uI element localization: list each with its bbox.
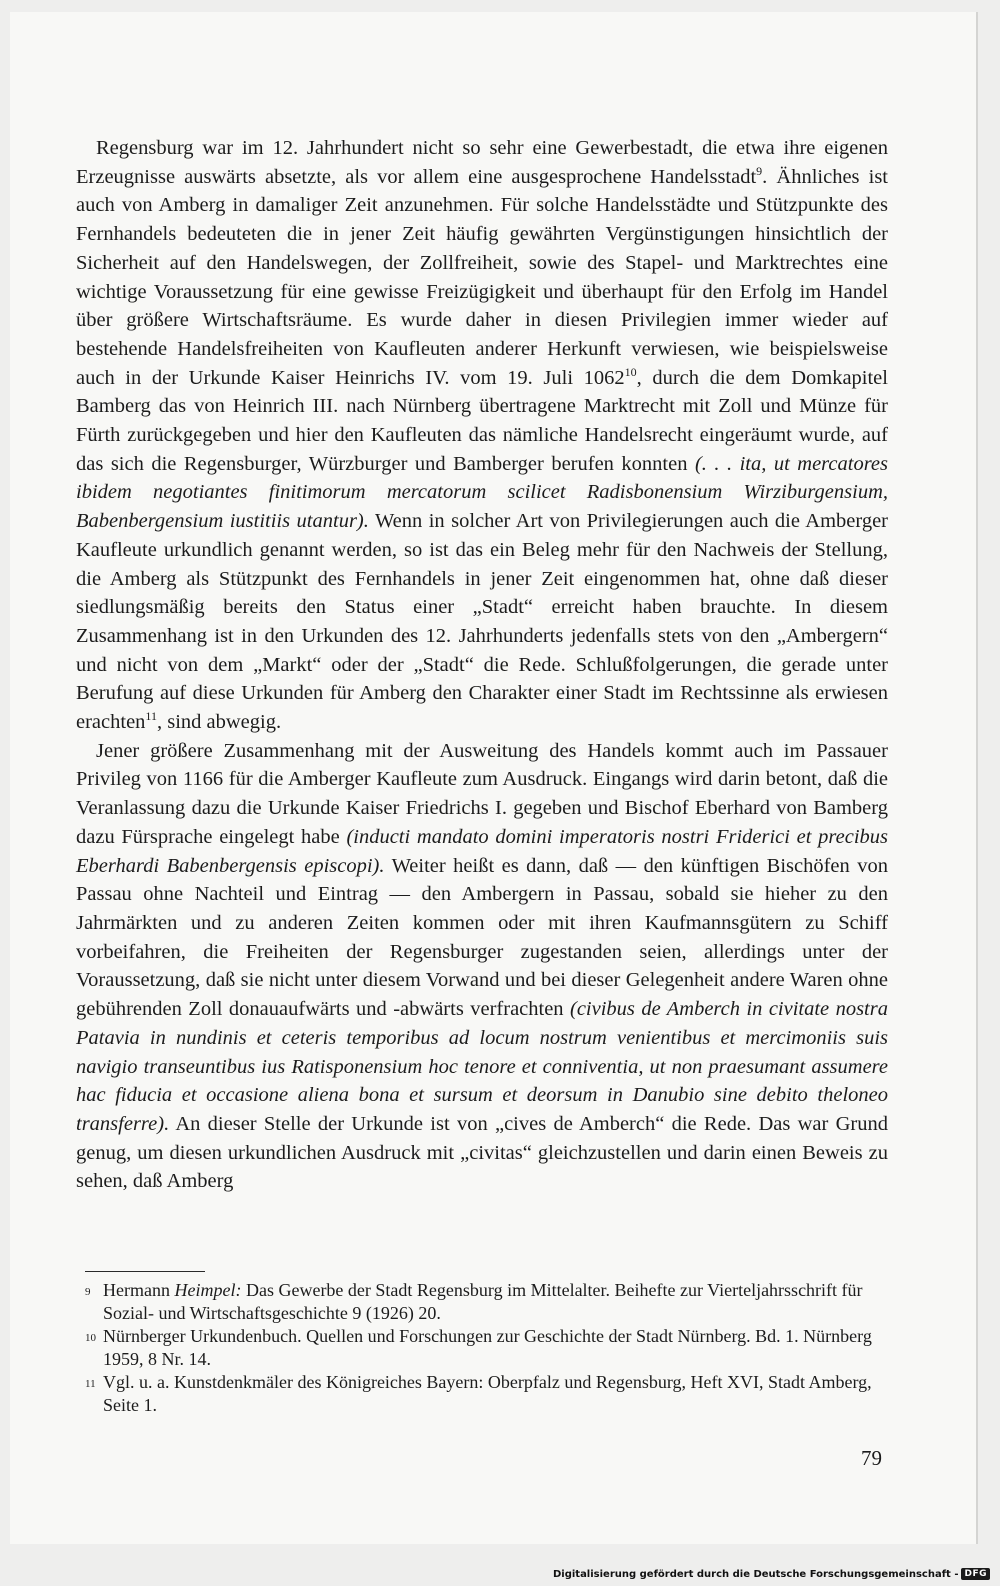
paragraph-2 [76,737,888,1196]
footnote-ref-10: 10 [624,364,637,379]
footer-text: Digitalisierung gefördert durch die Deutsche Forschungsgemeinschaft - [552,1568,959,1580]
latin-quote: (civibus de Amberch in civitate nostra Patavia in nundinis et ceteris temporibus ad locum nostrum venientibus et mercimoniis suis navigio transeuntibus ius Ratisponensium hoc tenore et conniventia, ut non praesumant assumere hac fiducia et occasione aliena bona et sursum et deorsum in Danubio sine debito theloneo transferre). [76,998,888,1135]
footnote-11 [85,1371,888,1417]
footnote-number: 11 [85,1378,96,1390]
footnote-separator [85,1271,205,1272]
text-run: Weiter heißt es dann, daß — den künftigen Bischöfen von Passau ohne Nachteil und Eintrag — den Ambergern in Passau, sobald sie hieher zu den Jahrmärkten und zu anderen Zeiten kommen oder mit ihren Kaufmannsgütern zu Schiff vorbeifahren, die Freiheiten der Regensburger zugestanden seien, allerdings unter der Voraussetzung, daß sie nicht unter diesem Vorwand und bei dieser Gelegenheit andere Waren ohne gebührenden Zoll donauaufwärts und -abwärts verfrachten [76,854,888,1021]
latin-quote: (inducti mandato domini imperatoris nostri Friderici et precibus Eberhardi Babenbergensis episcopi). [76,825,889,877]
footnote-ref-9: 9 [756,163,763,178]
footnote-ref-11: 11 [145,709,157,724]
text-run: . Ähnliches ist auch von Amberg in damaliger Zeit anzunehmen. Für solche Handelsstädte und Stützpunkte des Fernhandels bedeuteten die in jener Zeit häufig gewährten Vergünstigungen hinsichtlich der Sicherheit auf den Handelswegen, der Zollfreiheit, sowie des Stapel- und Marktrechtes eine wichtige Voraussetzung für eine gewisse Freizügigkeit und überhaupt für den Erfolg im Handel über größere Wirtschaftsräume. Es wurde daher in diesen Privilegien immer wieder auf bestehende Handelsfreiheiten von Kaufleuten anderer Herkunft verwiesen, wie beispielsweise auch in der Urkunde Kaiser Heinrichs IV. vom 19. Juli 1062 [76,165,888,389]
footnote-9 [85,1279,888,1325]
digitization-footer [553,1565,990,1583]
page-number: 79 [861,1446,882,1470]
text-run: , sind abwegig. [156,711,282,734]
dfg-logo: DFG [961,1568,990,1580]
footnote-text: Nürnberger Urkundenbuch. Quellen und Forschungen zur Geschichte der Stadt Nürnberg. Bd. 1. Nürnberg 1959, 8 Nr. 14. [103,1326,872,1369]
main-text [76,134,888,1196]
footnote-text: Hermann Heimpel: Das Gewerbe der Stadt Regensburg im Mittelalter. Beihefte zur Vierteljahrsschrift für Sozial- und Wirtschaftsgeschichte 9 (1926) 20. [103,1280,863,1323]
text-run: Wenn in solcher Art von Privilegierungen auch die Amberger Kaufleute urkundlich genannt werden, so ist das ein Beleg mehr für den Nachweis der Stellung, die Amberg als Stützpunkt des Fernhandels in jener Zeit eingenommen hat, ohne daß dieser siedlungsmäßig bereits den Status einer „Stadt“ erreicht haben brauchte. In diesem Zusammenhang ist in den Urkunden des 12. Jahrhunderts jedenfalls stets von den „Ambergern“ und nicht von dem „Markt“ oder der „Stadt“ die Rede. Schlußfolgerungen, die gerade unter Berufung auf diese Urkunden für Amberg den Charakter einer Stadt im Rechtssinne als erwiesen erachten [76,510,889,734]
paragraph-1 [76,134,888,737]
footnote-number: 9 [85,1286,91,1298]
book-page [10,12,978,1544]
footnotes [85,1279,888,1417]
latin-quote: (. . . ita, ut mercatores ibidem negotiantes finitimorum mercatorum scilicet Radisbonensium Wirziburgensium, Babenbergensium iustitiis utantur). [76,452,888,533]
footnote-number: 10 [85,1332,96,1344]
text-run: An dieser Stelle der Urkunde ist von „cives de Amberch“ die Rede. Das war Grund genug, um diesen urkundlichen Ausdruck mit „civitas“ gleichzustellen und darin einen Beweis zu sehen, daß Amberg [76,1112,888,1193]
footnote-10 [85,1325,888,1371]
footnote-text: Vgl. u. a. Kunstdenkmäler des Königreiches Bayern: Oberpfalz und Regensburg, Heft XVI, Stadt Amberg, Seite 1. [103,1372,872,1415]
text-run: , durch die dem Domkapitel Bamberg das von Heinrich III. nach Nürnberg übertragene Marktrecht mit Zoll und Münze für Fürth zurückgegeben und hier den Kaufleuten das nämliche Handelsrecht eingeräumt wurde, auf das sich die Regensburger, Würzburger und Bamberger berufen konnten [76,366,888,475]
text-run: Regensburg war im 12. Jahrhundert nicht so sehr eine Gewerbestadt, die etwa ihre eigenen Erzeugnisse auswärts absetzte, als vor allem eine ausgesprochene Handelsstadt [76,137,888,188]
author-name: Heimpel: [174,1280,242,1300]
text-run: Jener größere Zusammenhang mit der Ausweitung des Handels kommt auch im Passauer Privileg von 1166 für die Amberger Kaufleute zum Ausdruck. Eingangs wird darin betont, daß die Veranlassung dazu die Urkunde Kaiser Friedrichs I. gegeben und Bischof Eberhard von Bamberg dazu Fürsprache eingelegt habe [76,739,888,848]
